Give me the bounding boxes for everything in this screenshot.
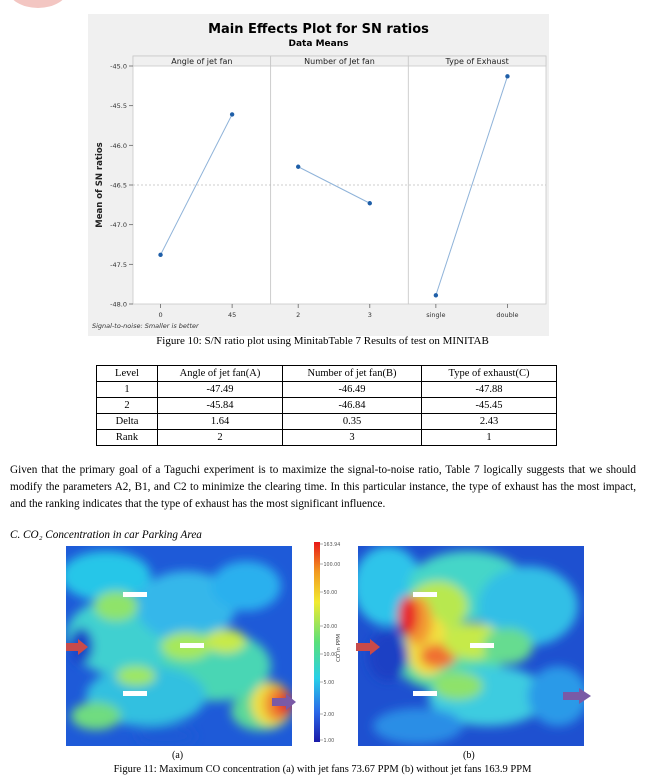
- inlet-arrow-a: [66, 639, 90, 655]
- table-cell: 2: [158, 430, 283, 446]
- table-cell: -46.49: [283, 382, 422, 398]
- subfigure-label-b: (b): [463, 750, 475, 761]
- chart-plot: [88, 14, 549, 336]
- colorbar-tick-label: 2.00: [323, 712, 335, 718]
- table-row: [97, 414, 557, 430]
- table-row: [97, 430, 557, 446]
- y-tick-label: -47.5: [110, 260, 127, 269]
- panel-title: Type of Exhaust: [445, 57, 509, 66]
- y-tick-label: -46.0: [110, 141, 127, 150]
- colorbar-tick-label: 100.00: [323, 562, 341, 568]
- table-cell: 3: [283, 430, 422, 446]
- y-tick-label: -45.0: [110, 62, 127, 71]
- colorbar-tick-label: 1.00: [323, 738, 335, 744]
- main-effects-chart: [88, 14, 549, 336]
- table-row: [97, 382, 557, 398]
- table-header: Type of exhaust(C): [422, 366, 557, 382]
- table-cell: -47.49: [158, 382, 283, 398]
- table-header: Angle of jet fan(A): [158, 366, 283, 382]
- data-point: [230, 112, 234, 116]
- panel-background: [271, 56, 409, 304]
- y-tick-label: -45.5: [110, 102, 127, 111]
- y-tick-label: -47.0: [110, 221, 127, 230]
- table-cell: 0.35: [283, 414, 422, 430]
- figure10-caption: Figure 10: S/N ratio plot using MinitabTable 7 Results of test on MINITAB: [156, 335, 489, 347]
- jet-fan-marker: [123, 592, 147, 597]
- data-point: [505, 74, 509, 78]
- table-cell: -45.45: [422, 398, 557, 414]
- panel-title: Number of Jet fan: [304, 57, 375, 66]
- colorbar-tick-label: 5.00: [323, 680, 335, 686]
- data-point: [296, 165, 300, 169]
- x-tick-label: 0: [158, 311, 163, 319]
- outlet-arrow-b: [563, 688, 593, 704]
- table-cell: Delta: [97, 414, 158, 430]
- chart-title: Main Effects Plot for SN ratios: [208, 22, 429, 37]
- data-point: [368, 201, 372, 205]
- colorbar-label: CO in PPM: [336, 633, 342, 663]
- table-header-row: [97, 366, 557, 382]
- x-tick-label: double: [496, 311, 519, 319]
- panel-title: Angle of jet fan: [171, 57, 233, 66]
- co-contour-image-a: [66, 546, 292, 746]
- x-tick-label: single: [426, 311, 446, 319]
- table-cell: -47.88: [422, 382, 557, 398]
- table-cell: -46.84: [283, 398, 422, 414]
- jet-fan-marker: [123, 691, 147, 696]
- table-header: Level: [97, 366, 158, 382]
- chart-subtitle: Data Means: [288, 39, 349, 49]
- chart-footnote: Signal-to-noise: Smaller is better: [92, 322, 199, 330]
- table-cell: 2: [97, 398, 158, 414]
- y-axis-label: Mean of SN ratios: [95, 142, 105, 228]
- section-heading: C. CO₂ Concentration in car Parking Area: [10, 529, 202, 541]
- colorbar-tick-label: 50.00: [323, 590, 338, 596]
- results-table: [96, 365, 557, 446]
- jet-fan-marker: [180, 643, 204, 648]
- table-cell: Rank: [97, 430, 158, 446]
- subfigure-label-a: (a): [172, 750, 184, 761]
- table-row: [97, 398, 557, 414]
- jet-fan-marker: [413, 592, 437, 597]
- table-header: Number of jet fan(B): [283, 366, 422, 382]
- x-tick-label: 2: [296, 311, 301, 319]
- y-tick-label: -46.5: [110, 181, 127, 190]
- colorbar-tick-label: 163.94: [323, 542, 341, 548]
- outlet-arrow-a: [272, 694, 298, 710]
- co-contour-image-b: [358, 546, 584, 746]
- table-cell: 1: [422, 430, 557, 446]
- figure11-caption: Figure 11: Maximum CO concentration (a) with jet fans 73.67 PPM (b) without jet fans 163.9 PPM: [113, 764, 532, 775]
- data-point: [434, 293, 438, 297]
- inlet-arrow-b: [356, 639, 382, 655]
- table-cell: 2.43: [422, 414, 557, 430]
- jet-fan-marker: [470, 643, 494, 648]
- table-cell: 1.64: [158, 414, 283, 430]
- jet-fan-marker: [413, 691, 437, 696]
- logo-fragment: [8, 0, 68, 8]
- body-paragraph: Given that the primary goal of a Taguchi experiment is to maximize the signal-to-noise ratio, Table 7 logically suggests that we should modify the parameters A2, B1, and C2 to minimize the clearing time. In this particular instance, the type of exhaust has the most impact, and the ranking indicates that the type of exhaust has the most significant influence.: [10, 464, 636, 510]
- colorbar-tick-label: 20.00: [323, 624, 338, 630]
- colorbar-tick-label: 10.00: [323, 652, 338, 658]
- table-cell: 1: [97, 382, 158, 398]
- data-point: [158, 253, 162, 257]
- panel-background: [133, 56, 271, 304]
- x-tick-label: 45: [227, 311, 237, 319]
- y-tick-label: -48.0: [110, 300, 127, 309]
- table-cell: -45.84: [158, 398, 283, 414]
- panel-background: [408, 56, 546, 304]
- colorbar: [300, 538, 360, 750]
- x-tick-label: 3: [367, 311, 372, 319]
